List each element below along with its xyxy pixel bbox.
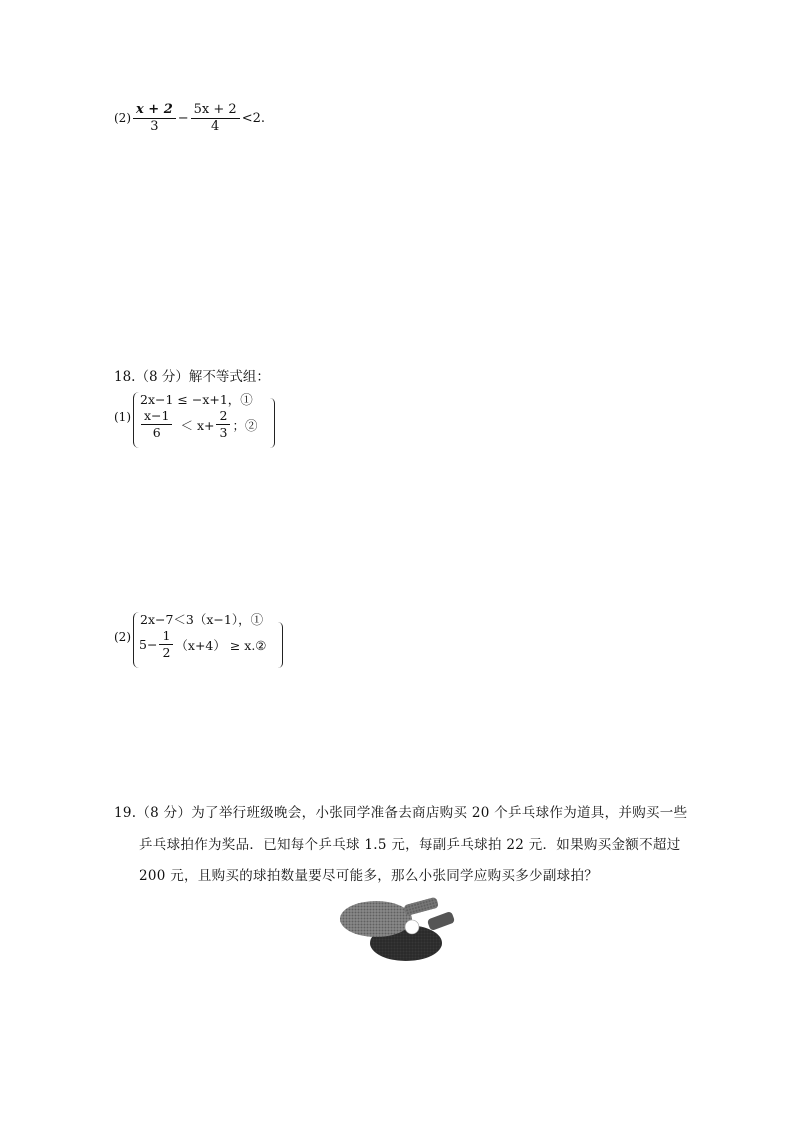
q18-part1-frac2-denominator: 3 <box>219 425 228 440</box>
q17-relation: <2. <box>241 110 265 126</box>
q17-frac2-numerator: 5x + 2 <box>191 102 240 119</box>
q18-part1-frac2 <box>216 408 230 441</box>
q18-part1-frac-denominator: 6 <box>152 425 161 440</box>
q17-part2 <box>114 98 265 138</box>
q18-part2-frac-numerator: 1 <box>159 628 173 645</box>
q18-part2-frac <box>159 628 173 661</box>
q19-line3: 200 元，且购买的球拍数量要尽可能多，那么小张同学应购买多少副球拍？ <box>139 868 599 884</box>
q18-part2-line2 <box>139 628 267 661</box>
q18-part1-frac-numerator: x−1 <box>141 408 172 425</box>
q19-line1: 19.（8 分）为了举行班级晚会，小张同学准备去商店购买 20 个乒乓球作为道具，并购买一些 <box>114 805 688 821</box>
q18-header: 18.（8 分）解不等式组： <box>114 369 270 385</box>
q18-part1-frac <box>141 408 172 441</box>
q17-frac1-numerator: x + 2 <box>133 102 176 119</box>
q18-part1-line2-mid: ＜ x+ <box>180 417 215 433</box>
q18-part2-line1: 2x−7＜3（x−1），① <box>140 612 264 627</box>
q17-minus: − <box>177 110 189 126</box>
q19-line2: 乒乓球拍作为奖品．已知每个乒乓球 1.5 元，每副乒乓球拍 22 元．如果购买金额不超过 <box>139 837 681 853</box>
q17-frac1-denominator: 3 <box>150 118 159 134</box>
q17-fraction-1 <box>133 102 176 135</box>
q18-part2-label: (2) <box>114 630 131 644</box>
q18-part2-frac-denominator: 2 <box>162 645 171 660</box>
q17-part2-label: (2) <box>114 111 131 125</box>
q18-part2-line2-start: 5− <box>139 637 158 652</box>
q18-part1-frac2-numerator: 2 <box>216 408 230 425</box>
q18-part1-line2 <box>139 408 257 441</box>
q17-frac2-denominator: 4 <box>211 118 220 134</box>
q18-part1-line2-end: ；② <box>232 417 258 433</box>
ping-pong-paddles-image <box>336 893 456 968</box>
q17-fraction-2 <box>191 102 240 135</box>
q18-part1-line1: 2x−1 ≤ −x+1，① <box>140 392 253 407</box>
q18-part2-right-brace <box>278 622 283 668</box>
q18-part2-line2-end: （x+4） ≥ x.② <box>175 637 267 653</box>
q18-part1-label: (1) <box>114 410 131 424</box>
q18-part1-right-brace <box>270 398 275 448</box>
